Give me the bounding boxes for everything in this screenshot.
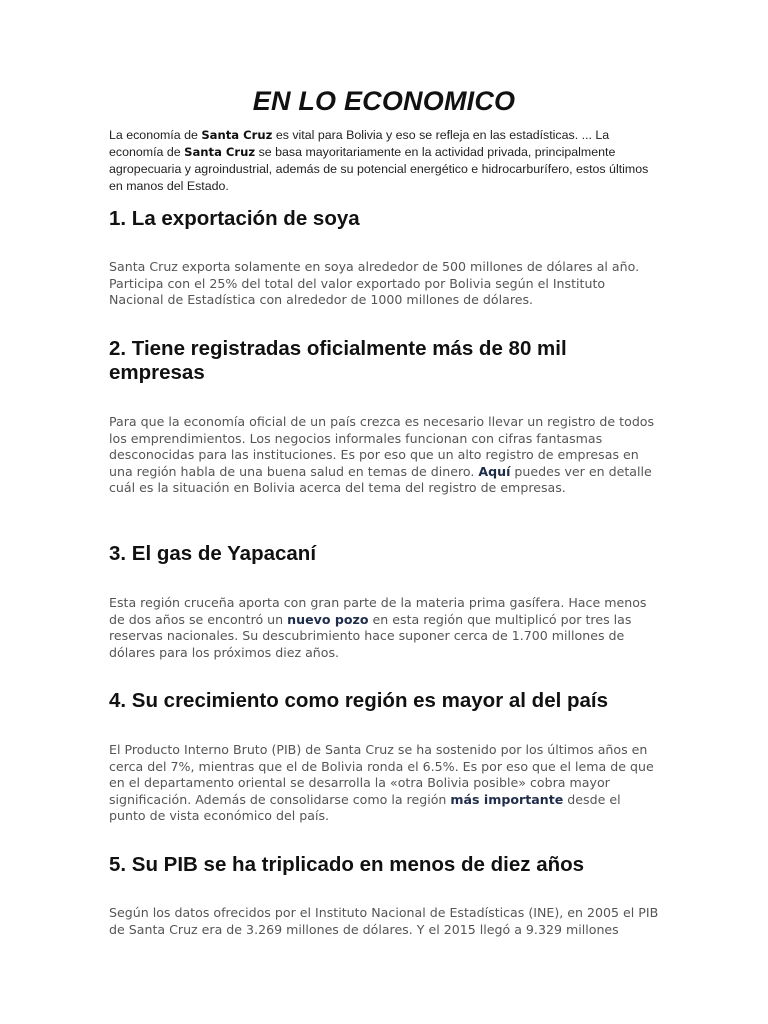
section-1-heading: 1. La exportación de soya — [109, 207, 360, 230]
section-2-body — [109, 414, 659, 497]
intro-text-2: es vital para Bolivia y eso se refleja en las estadísticas. ... La economía de — [109, 128, 610, 159]
section-1-body: Santa Cruz exporta solamente en soya alrededor de 500 millones de dólares al año. Participa con el 25% del total del valor exportado por Bolivia según el Instituto Nacional de Estadística con alrededor de 1000 millones de dólares. — [109, 259, 640, 307]
section-2-text-after: puedes ver en detalle cuál es la situación en Bolivia acerca del tema del registro de empresas. — [109, 463, 652, 495]
intro-bold-santa-cruz-1: Santa Cruz — [201, 128, 273, 142]
section-3-heading: 3. El gas de Yapacaní — [109, 542, 317, 565]
section-4-text-before: El Producto Interno Bruto (PIB) de Santa Cruz se ha sostenido por los últimos años en cerca del 7%, mientras que el de Bolivia ronda el 6.5%. Es por eso que el lema de que en el departamento oriental se desarrolla la «otra Bolivia posible» cobra mayor significación. Además de consolidarse como la región — [109, 742, 654, 807]
section-2-link-aqui[interactable]: Aquí — [478, 463, 511, 479]
section-4-heading: 4. Su crecimiento como región es mayor al del país — [109, 689, 609, 712]
intro-text-3: se basa mayoritariamente en la actividad privada, principalmente agropecuaria y agroindustrial, además de su potencial energético e hidrocarburífero, estos últimos en manos del Estado. — [109, 145, 649, 193]
section-3-body — [109, 595, 659, 661]
section-2-heading: 2. Tiene registradas oficialmente más de 80 mil empresas — [109, 337, 567, 384]
section-4-text-after: desde el punto de vista económico del país. — [109, 791, 621, 823]
section-3-text-before: Esta región cruceña aporta con gran parte de la materia prima gasífera. Hace menos de dos años se encontró un — [109, 595, 647, 627]
section-3-text-after: en esta región que multiplicó por tres las reservas nacionales. Su descubrimiento hace suponer cerca de 1.700 millones de dólares para los próximos diez años. — [109, 611, 632, 660]
section-4-link-mas-importante[interactable]: más importante — [450, 791, 564, 807]
intro-paragraph — [109, 127, 659, 195]
section-4-body — [109, 742, 659, 825]
section-5-heading: 5. Su PIB se ha triplicado en menos de diez años — [109, 853, 585, 876]
section-5-body: Según los datos ofrecidos por el Instituto Nacional de Estadísticas (INE), en 2005 el PIB de Santa Cruz era de 3.269 millones de dólares. Y el 2015 llegó a 9.329 millones — [109, 905, 659, 937]
intro-bold-santa-cruz-2: Santa Cruz — [184, 145, 256, 159]
page-title: EN LO ECONOMICO — [252, 86, 516, 116]
intro-text-1: La economía de — [109, 128, 202, 142]
section-2-text-before: Para que la economía oficial de un país crezca es necesario llevar un registro de todos los emprendimientos. Los negocios informales funcionan con cifras fantasmas desconocidas para las instituciones. Es por eso que un alto registro de empresas en una región habla de una buena salud en temas de dinero. — [109, 414, 655, 479]
section-3-link-nuevo-pozo[interactable]: nuevo pozo — [287, 611, 369, 627]
